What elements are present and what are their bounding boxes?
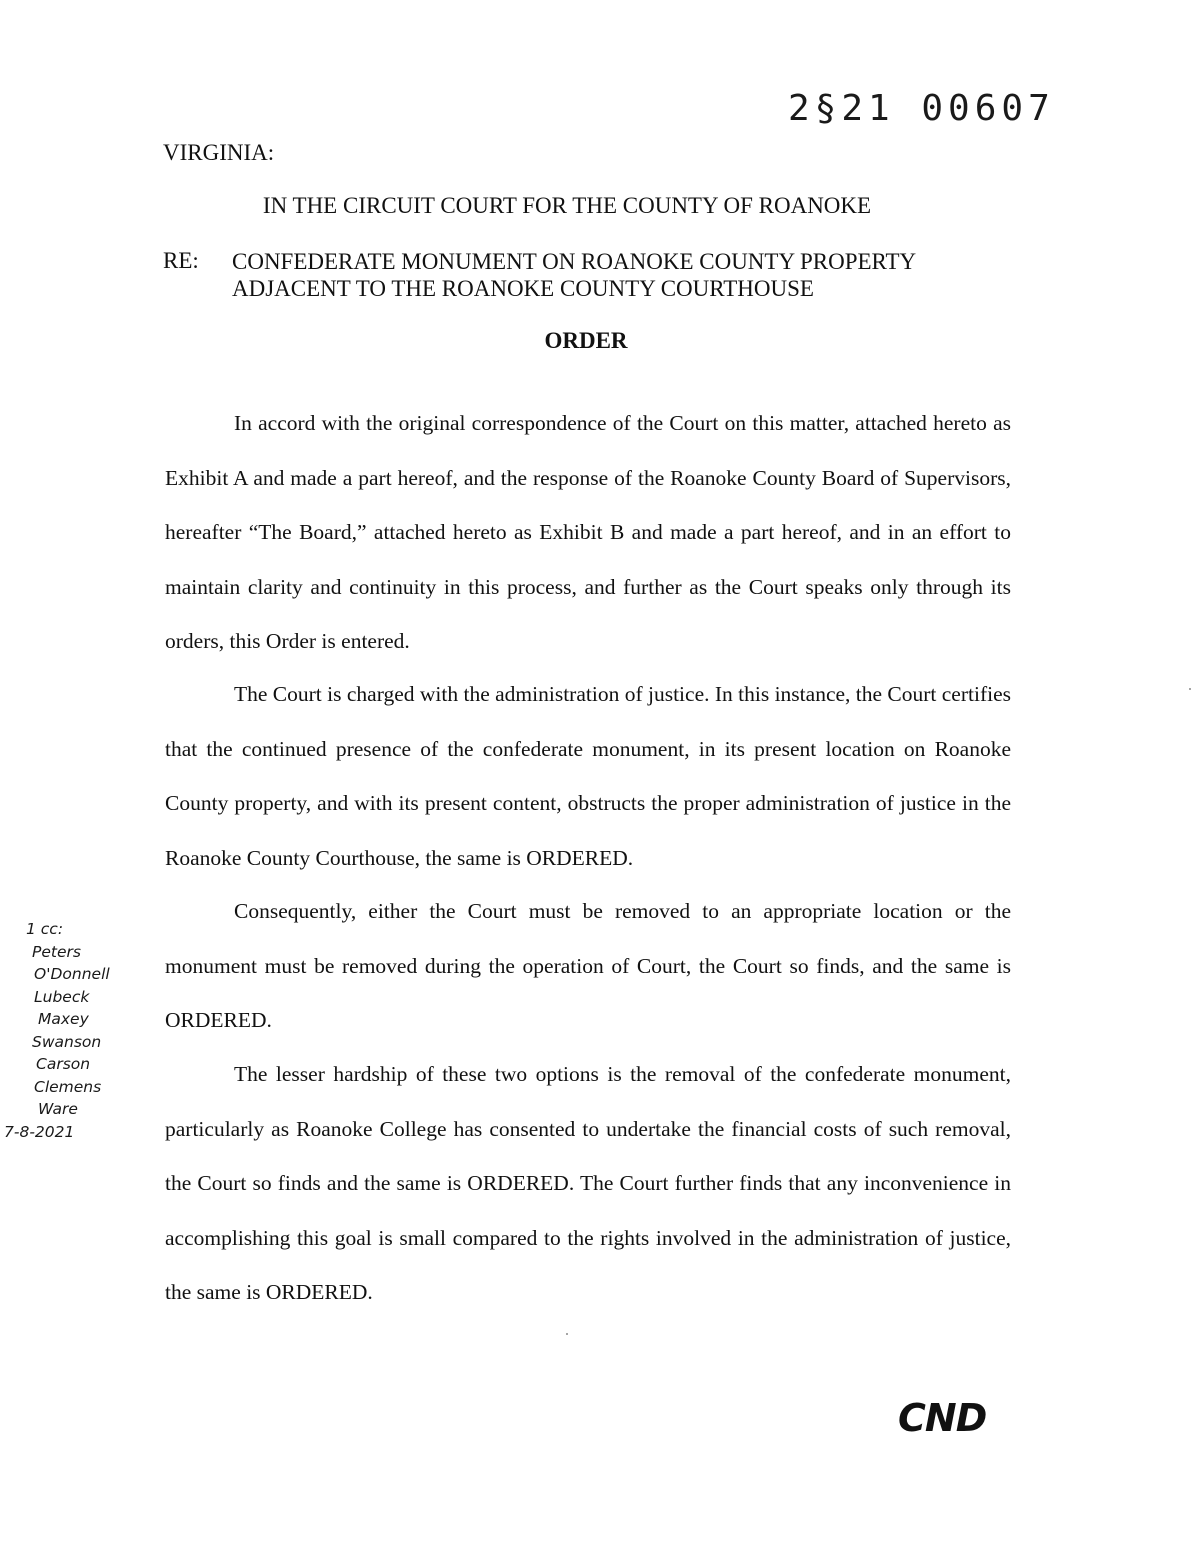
order-paragraph-3: Consequently, either the Court must be removed to an appropriate location or the monument must be removed during the operation of Court, the Court so finds, and the same is ORDERED. bbox=[165, 899, 1011, 1032]
state-line: VIRGINIA: bbox=[163, 140, 275, 165]
re-subject bbox=[232, 248, 916, 302]
order-paragraph-2: The Court is charged with the administration of justice. In this instance, the Court certifies that the continued presence of the confederate monument, in its present location on Roanoke County property, and with its present content, obstructs the proper administration of justice in the Roanoke County Courthouse, the same is ORDERED. bbox=[165, 682, 1012, 870]
cc-date: 7-8-2021 bbox=[4, 1122, 75, 1141]
cc-name: Swanson bbox=[32, 1032, 102, 1051]
cc-name: Peters bbox=[32, 942, 81, 961]
cc-name: Lubeck bbox=[34, 987, 90, 1006]
cc-name: Clemens bbox=[34, 1077, 102, 1096]
judge-initials: CND bbox=[898, 1396, 987, 1440]
cc-name: O'Donnell bbox=[34, 965, 110, 983]
order-paragraph-1: In accord with the original correspondence of the Court on this matter, attached hereto as Exhibit A and made a part hereof, and the response of the Roanoke County Board of Supervisors, hereafter “The Board,” attached hereto as Exhibit B and made a part hereof, and in an effort to maintain clarity and continuity in this process, and further as the Court speaks only through its orders, this Order is entered. bbox=[165, 411, 1011, 653]
court-heading: IN THE CIRCUIT COURT FOR THE COUNTY OF ROANOKE bbox=[262, 193, 872, 218]
scan-speck bbox=[566, 1333, 568, 1335]
cc-name: Carson bbox=[36, 1055, 91, 1073]
order-paragraph-4: The lesser hardship of these two options is the removal of the confederate monument, particularly as Roanoke College has consented to undertake the financial costs of such removal, the Court so finds and the same is ORDERED. The Court further finds that any inconvenience in accomplishing this goal is small compared to the rights involved in the administration of justice, the same is ORDERED. bbox=[165, 1062, 1011, 1304]
cc-name: Maxey bbox=[38, 1010, 89, 1028]
re-subject-line-1: CONFEDERATE MONUMENT ON ROANOKE COUNTY PROPERTY bbox=[232, 249, 917, 274]
scan-speck bbox=[1189, 688, 1191, 690]
cc-name: Ware bbox=[38, 1100, 78, 1118]
handwritten-cc-list bbox=[4, 918, 126, 1143]
re-subject-line-2: ADJACENT TO THE ROANOKE COUNTY COURTHOUSE bbox=[232, 276, 814, 301]
case-number-stamp: 2§21 00607 bbox=[788, 88, 1055, 129]
order-title: ORDER bbox=[544, 328, 628, 353]
re-label: RE: bbox=[163, 248, 199, 273]
cc-label: 1 cc: bbox=[26, 920, 64, 938]
